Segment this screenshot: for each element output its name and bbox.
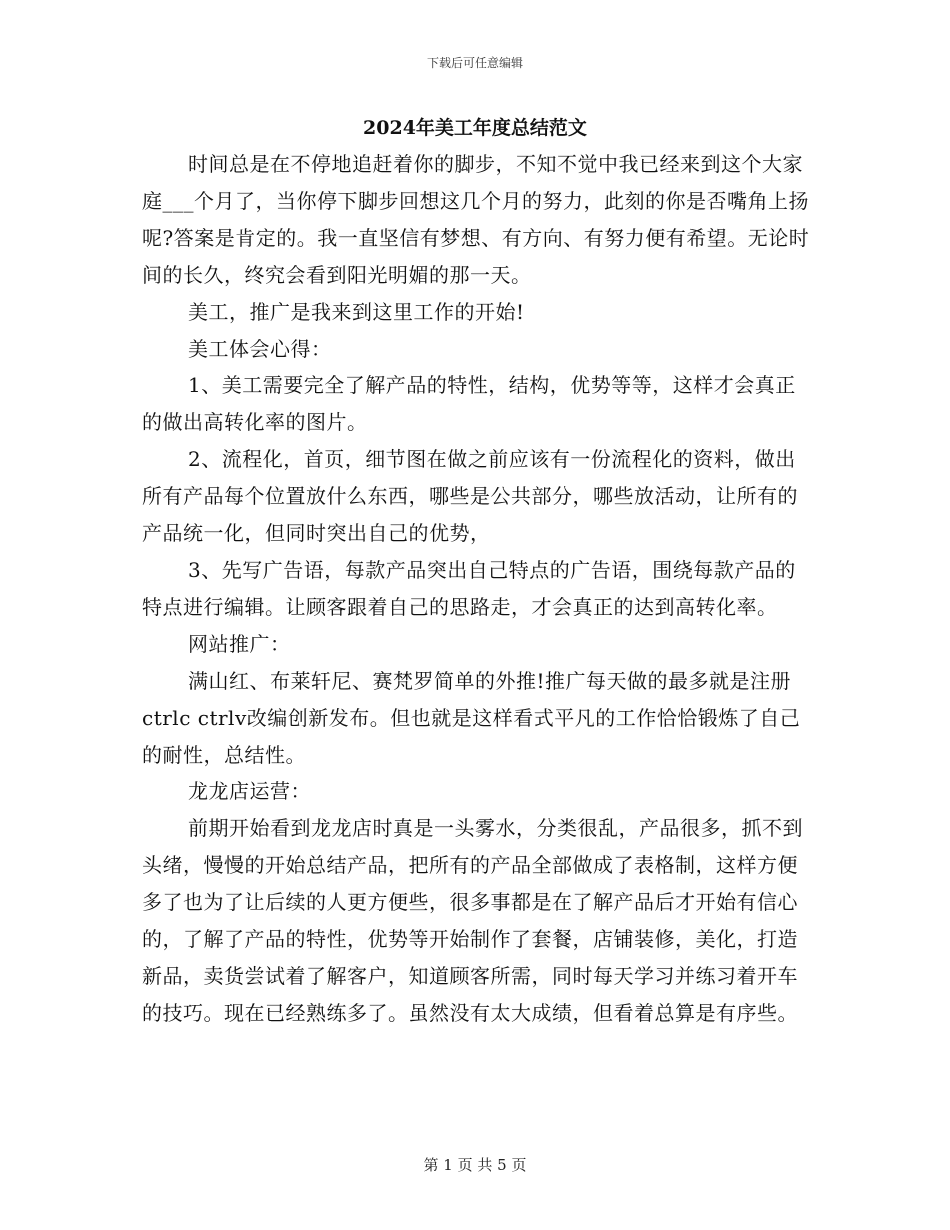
- paragraph-point-1: 1、美工需要完全了解产品的特性，结构，优势等等，这样才会真正的做出高转化率的图片。: [142, 373, 796, 435]
- paragraph-intro: 时间总是在不停地追赶着你的脚步，不知不觉中我已经来到这个大家庭___个月了，当你停下脚步回想这几个月的努力，此刻的你是否嘴角上扬呢?答案是肯定的。我一直坚信有梦想、有方向、有努力便有希望。无论时间的长久，终究会看到阳光明媚的那一天。: [142, 152, 810, 287]
- paragraph-promotion: 满山红、布莱轩尼、赛梵罗简单的外推!推广每天做的最多就是注册ctrlc ctrlv改编创新发布。但也就是这样看式平凡的工作恰恰锻炼了自己的耐性，总结性。: [142, 668, 801, 767]
- section-heading-design: 美工体会心得：: [188, 336, 332, 361]
- paragraph-point-2: 2、流程化，首页，细节图在做之前应该有一份流程化的资料，做出所有产品每个位置放什么东西，哪些是公共部分，哪些放活动，让所有的产品统一化，但同时突出自己的优势，: [142, 447, 798, 546]
- section-heading-promotion: 网站推广：: [188, 631, 291, 656]
- document-title: 2024年美工年度总结范文: [363, 117, 587, 139]
- page-header-note: 下载后可任意编辑: [426, 56, 523, 70]
- paragraph-point-3: 3、先写广告语，每款产品突出自己特点的广告语，围绕每款产品的特点进行编辑。让顾客跟着自己的思路走，才会真正的达到高转化率。: [142, 557, 796, 619]
- section-heading-store: 龙龙店运营：: [188, 779, 311, 804]
- document-body: [142, 146, 814, 1032]
- page-number: 第 1 页 共 5 页: [423, 1156, 527, 1174]
- paragraph-start: 美工，推广是我来到这里工作的开始!: [188, 299, 525, 324]
- paragraph-store: 前期开始看到龙龙店时真是一头雾水，分类很乱，产品很多，抓不到头绪，慢慢的开始总结产品，把所有的产品全部做成了表格制，这样方便多了也为了让后续的人更方便些，很多事都是在了解产品后才开始有信心的，了解了产品的特性，优势等开始制作了套餐，店铺装修，美化，打造新品，卖货尝试着了解客户，知道顾客所需，同时每天学习并练习着开车的技巧。现在已经熟练多了。虽然没有太大成绩，但看着总算是有序些。: [142, 816, 803, 1025]
